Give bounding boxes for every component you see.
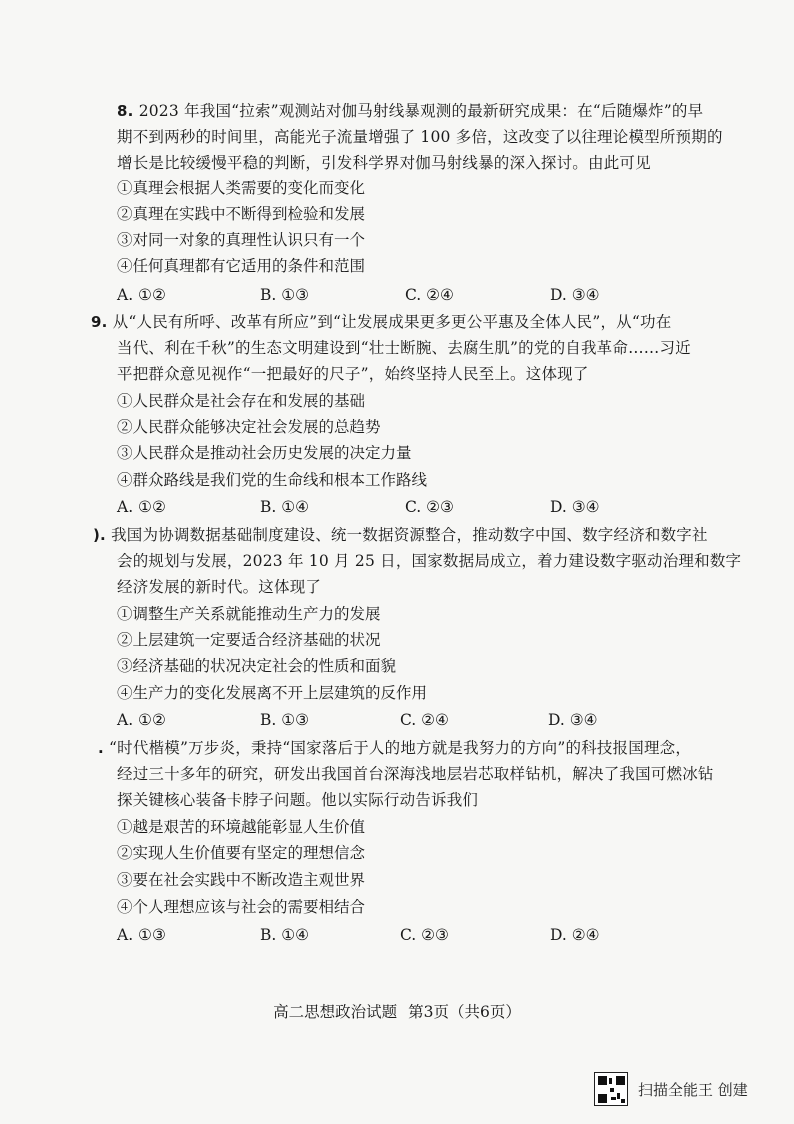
question-8-option-4: ④任何真理都有它适用的条件和范围 (117, 257, 366, 275)
question-number: ). (93, 526, 106, 544)
question-10-line-2: 会的规划与发展，2023 年 10 月 25 日，国家数据局成立，着力建设数字驱动治理和数字 (117, 552, 742, 570)
question-9-answer-c: C. ②③ (405, 498, 454, 516)
question-10-option-4: ④生产力的变化发展离不开上层建筑的反作用 (117, 684, 428, 702)
scanner-watermark (594, 1072, 748, 1106)
question-9-line-3: 平把群众意见视作“一把最好的尺子”，始终坚持人民至上。这体现了 (117, 365, 589, 383)
question-10-option-1: ①调整生产关系就能推动生产力的发展 (117, 605, 381, 623)
question-9-option-1: ①人民群众是社会存在和发展的基础 (117, 392, 366, 410)
question-11-answer-c: C. ②③ (400, 926, 449, 944)
question-8-option-3: ③对同一对象的真理性认识只有一个 (117, 231, 366, 249)
question-9-option-4: ④群众路线是我们党的生命线和根本工作路线 (117, 471, 428, 489)
question-9-answer-d: D. ③④ (550, 498, 600, 516)
question-11-answer-a: A. ①③ (117, 926, 166, 944)
question-9-answer-b: B. ①④ (260, 498, 310, 516)
question-number: . (98, 739, 104, 757)
question-9-line-1: 9. 从“人民有所呼、改革有所应”到“让发展成果更多更公平惠及全体人民”，从“功在 (91, 313, 672, 331)
question-11-line-1: . “时代楷模”万步炎，秉持“国家落后于人的地方就是我努力的方向”的科技报国理念， (98, 739, 692, 757)
question-10-answer-d: D. ③④ (548, 711, 598, 729)
question-8-option-2: ②真理在实践中不断得到检验和发展 (117, 205, 366, 223)
question-11-option-3: ③要在社会实践中不断改造主观世界 (117, 871, 366, 889)
question-11-option-1: ①越是艰苦的环境越能彰显人生价值 (117, 818, 366, 836)
question-11-answer-b: B. ①④ (260, 926, 310, 944)
question-10-line-1: ). 我国为协调数据基础制度建设、统一数据资源整合，推动数字中国、数字经济和数字社 (93, 526, 708, 544)
question-9-answer-a: A. ①② (117, 498, 166, 516)
question-10-line-3: 经济发展的新时代。这体现了 (117, 578, 322, 596)
question-8-answer-c: C. ②④ (405, 286, 454, 304)
qr-code-icon (594, 1072, 628, 1106)
question-9-option-3: ③人民群众是推动社会历史发展的决定力量 (117, 444, 412, 462)
question-11-option-2: ②实现人生价值要有坚定的理想信念 (117, 844, 366, 862)
question-10-option-3: ③经济基础的状况决定社会的性质和面貌 (117, 657, 397, 675)
exam-title: 高二思想政治试题 (273, 1003, 398, 1021)
watermark-text: 扫描全能王 创建 (638, 1080, 748, 1099)
page-footer (0, 1002, 794, 1022)
page-number: 第3页（共6页） (408, 1003, 521, 1021)
question-8-line-3: 增长是比较缓慢平稳的判断，引发科学界对伽马射线暴的深入探讨。由此可见 (117, 154, 651, 172)
question-9-option-2: ②人民群众能够决定社会发展的总趋势 (117, 418, 381, 436)
question-10-answer-b: B. ①③ (260, 711, 310, 729)
question-number: 8. (117, 102, 134, 120)
question-8-line-1: 8. 2023 年我国“拉索”观测站对伽马射线暴观测的最新研究成果：在“后随爆炸”的早 (117, 102, 704, 120)
question-8-answer-b: B. ①③ (260, 286, 310, 304)
question-number: 9. (91, 313, 108, 331)
question-10-answer-a: A. ①② (117, 711, 166, 729)
question-8-option-1: ①真理会根据人类需要的变化而变化 (117, 179, 366, 197)
question-11-answer-d: D. ②④ (550, 926, 600, 944)
question-11-line-3: 探关键核心装备卡脖子问题。他以实际行动告诉我们 (117, 791, 479, 809)
question-8-line-2: 期不到两秒的时间里，高能光子流量增强了 100 多倍，这改变了以往理论模型所预期的 (117, 128, 723, 146)
question-10-answer-c: C. ②④ (400, 711, 449, 729)
question-10-option-2: ②上层建筑一定要适合经济基础的状况 (117, 631, 381, 649)
question-11-option-4: ④个人理想应该与社会的需要相结合 (117, 898, 366, 916)
question-8-answer-a: A. ①② (117, 286, 166, 304)
question-8-answer-d: D. ③④ (550, 286, 600, 304)
question-9-line-2: 当代、利在千秋”的生态文明建设到“壮士断腕、去腐生肌”的党的自我革命……习近 (117, 339, 691, 357)
question-11-line-2: 经过三十多年的研究，研发出我国首台深海浅地层岩芯取样钻机，解决了我国可燃冰钻 (117, 765, 714, 783)
